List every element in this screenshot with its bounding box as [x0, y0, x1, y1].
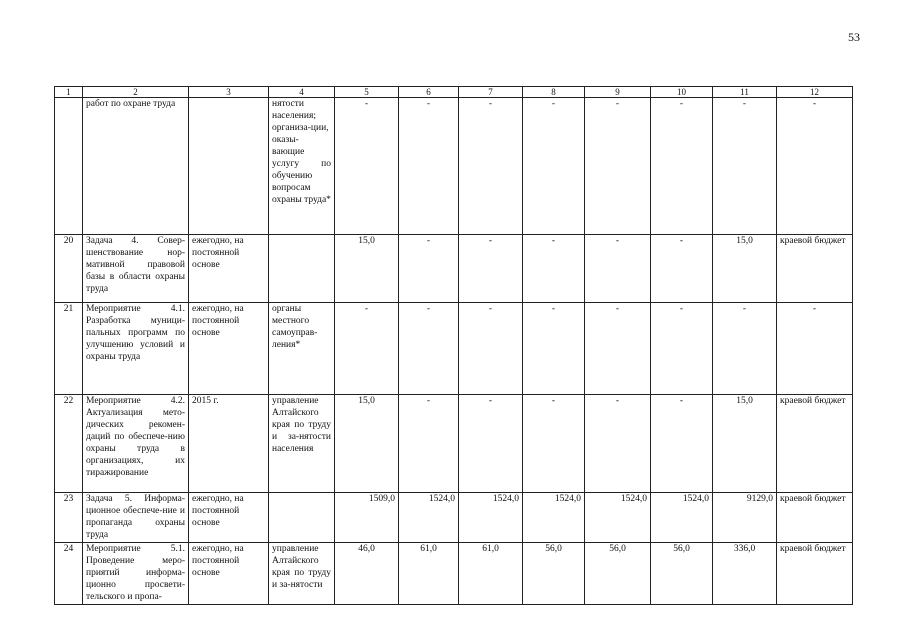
amount-year-3: -: [459, 235, 523, 303]
execution-period: ежегодно, на постоянной основе: [189, 493, 269, 543]
execution-period: 2015 г.: [189, 395, 269, 493]
amount-year-6: 1524,0: [651, 493, 713, 543]
amount-year-2: -: [399, 235, 459, 303]
event-name: Мероприятие 4.1. Разработка муници-пальных программ по улучшению условий и охраны труда: [83, 303, 189, 395]
column-number-row: [55, 87, 853, 98]
amount-year-4: -: [523, 235, 585, 303]
row-number: 24: [55, 543, 83, 605]
amount-year-2: 61,0: [399, 543, 459, 605]
execution-period: ежегодно, на постоянной основе: [189, 235, 269, 303]
amount-year-3: 61,0: [459, 543, 523, 605]
amount-year-6: -: [651, 395, 713, 493]
row-number: 22: [55, 395, 83, 493]
row-number: 20: [55, 235, 83, 303]
column-header: 7: [459, 87, 523, 98]
amount-year-2: -: [399, 395, 459, 493]
amount-year-1: 15,0: [335, 395, 399, 493]
amount-year-1: -: [335, 98, 399, 235]
amount-total: 9129,0: [713, 493, 777, 543]
responsible-executor: нятости населения; организа-ции, оказы-вающие услугу по обучению вопросам охраны труда*: [269, 98, 335, 235]
responsible-executor: управление Алтайского края по труду и за-нятости населения: [269, 395, 335, 493]
row-number: [55, 98, 83, 235]
column-header: 12: [777, 87, 853, 98]
funding-source: краевой бюджет: [777, 235, 853, 303]
amount-year-2: 1524,0: [399, 493, 459, 543]
amount-year-6: -: [651, 303, 713, 395]
table-row: [55, 98, 853, 235]
event-name: Мероприятие 4.2. Актуализация мето-дических рекомен-даций по обеспече-нию охраны труда в организациях, их тиражирование: [83, 395, 189, 493]
amount-total: 336,0: [713, 543, 777, 605]
responsible-executor: управление Алтайского края по труду и за-нятости: [269, 543, 335, 605]
amount-year-1: 1509,0: [335, 493, 399, 543]
event-name: Мероприятие 5.1. Проведение меро-приятий информа-ционно просвети-тельского и пропа-: [83, 543, 189, 605]
table-row: [55, 493, 853, 543]
responsible-executor: органы местного самоуправ-ления*: [269, 303, 335, 395]
amount-year-6: -: [651, 235, 713, 303]
amount-year-4: 1524,0: [523, 493, 585, 543]
amount-year-5: -: [585, 235, 651, 303]
amount-total: -: [713, 98, 777, 235]
responsible-executor: [269, 493, 335, 543]
execution-period: ежегодно, на постоянной основе: [189, 303, 269, 395]
event-name: Задача 5. Информа-ционное обеспече-ние и пропаганда охраны труда: [83, 493, 189, 543]
amount-year-4: 56,0: [523, 543, 585, 605]
amount-year-5: 1524,0: [585, 493, 651, 543]
table-row: [55, 303, 853, 395]
column-header: 8: [523, 87, 585, 98]
column-header: 1: [55, 87, 83, 98]
amount-total: 15,0: [713, 235, 777, 303]
amount-year-3: 1524,0: [459, 493, 523, 543]
column-header: 2: [83, 87, 189, 98]
column-header: 9: [585, 87, 651, 98]
event-name: работ по охране труда: [83, 98, 189, 235]
amount-year-3: -: [459, 395, 523, 493]
table-row: [55, 395, 853, 493]
amount-year-3: -: [459, 303, 523, 395]
amount-year-1: 15,0: [335, 235, 399, 303]
amount-year-6: 56,0: [651, 543, 713, 605]
column-header: 6: [399, 87, 459, 98]
amount-year-6: -: [651, 98, 713, 235]
amount-year-3: -: [459, 98, 523, 235]
amount-year-5: -: [585, 395, 651, 493]
page-number: 53: [848, 30, 860, 44]
funding-source: краевой бюджет: [777, 543, 853, 605]
amount-year-2: -: [399, 303, 459, 395]
funding-source: краевой бюджет: [777, 395, 853, 493]
amount-year-5: -: [585, 303, 651, 395]
table-row: [55, 235, 853, 303]
funding-source: -: [777, 303, 853, 395]
event-name: Задача 4. Совер-шенствование нор-мативной правовой базы в области охраны труда: [83, 235, 189, 303]
table-row: [55, 543, 853, 605]
funding-source: краевой бюджет: [777, 493, 853, 543]
amount-year-5: 56,0: [585, 543, 651, 605]
column-header: 3: [189, 87, 269, 98]
amount-year-4: -: [523, 98, 585, 235]
amount-year-1: -: [335, 303, 399, 395]
funding-source: -: [777, 98, 853, 235]
row-number: 21: [55, 303, 83, 395]
responsible-executor: [269, 235, 335, 303]
amount-total: 15,0: [713, 395, 777, 493]
amount-year-4: -: [523, 303, 585, 395]
program-table: [54, 86, 853, 605]
row-number: 23: [55, 493, 83, 543]
amount-year-1: 46,0: [335, 543, 399, 605]
amount-year-4: -: [523, 395, 585, 493]
amount-year-2: -: [399, 98, 459, 235]
column-header: 5: [335, 87, 399, 98]
execution-period: [189, 98, 269, 235]
column-header: 10: [651, 87, 713, 98]
column-header: 11: [713, 87, 777, 98]
amount-total: -: [713, 303, 777, 395]
execution-period: ежегодно, на постоянной основе: [189, 543, 269, 605]
amount-year-5: -: [585, 98, 651, 235]
column-header: 4: [269, 87, 335, 98]
